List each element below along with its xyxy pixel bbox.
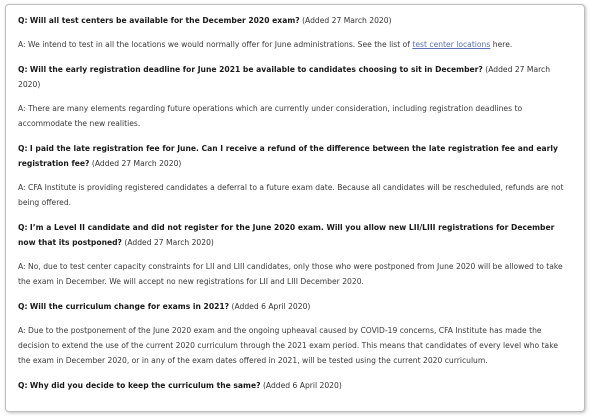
question-label: Q: xyxy=(18,144,28,153)
added-date: (Added 27 March 2020) xyxy=(18,65,551,89)
faq-answer xyxy=(18,37,570,52)
answer-label: A: xyxy=(18,326,26,335)
faq-answer xyxy=(18,180,570,210)
question-label: Q: xyxy=(18,381,28,390)
answer-text-end: here. xyxy=(492,40,513,49)
answer-text: Due to the postponement of the June 2020 exam and the ongoing upheaval caused by COVID-19 concerns, CFA Institute has made the decision to extend the use of the current 2020 curriculum through the 2021 exam period. This means that candidates of every level who take the exam in December 2020, or in any of the exam dates offered in 2021, will be tested using the current 2020 curriculum. xyxy=(18,326,559,365)
answer-text: There are many elements regarding future operations which are currently under consideration, including registration deadlines to accommodate the new realities. xyxy=(18,104,523,128)
added-date: (Added 27 March 2020) xyxy=(124,238,214,247)
question-label: Q: xyxy=(18,16,28,25)
added-date: (Added 27 March 2020) xyxy=(91,159,182,168)
faq-item xyxy=(18,378,570,393)
test-center-locations-link[interactable]: test center locations xyxy=(412,40,491,49)
answer-text: We intend to test in all the locations we would normally offer for June administrations. See the list of xyxy=(28,40,410,49)
answer-label: A: xyxy=(18,104,26,113)
answer-text: CFA Institute is providing registered candidates a deferral to a future exam date. Because all candidates will be rescheduled, refunds are not being offered. xyxy=(18,183,564,207)
question-label: Q: xyxy=(18,223,28,232)
faq-question xyxy=(18,13,570,28)
faq-item xyxy=(18,141,570,210)
faq-question xyxy=(18,220,570,250)
question-text: I paid the late registration fee for June. Can I receive a refund of the difference between the late registration fee and early registration fee? xyxy=(18,144,558,168)
answer-text: No, due to test center capacity constraints for LII and LIII candidates, only those who were postponed from June 2020 will be allowed to take the exam in December. We will accept no new registrations for LII and LIII December 2020. xyxy=(18,262,563,286)
faq-panel xyxy=(5,4,585,412)
question-label: Q: xyxy=(18,302,28,311)
added-date: (Added 27 March 2020) xyxy=(302,16,392,25)
faq-answer xyxy=(18,101,570,131)
question-label: Q: xyxy=(18,65,28,74)
question-text: Why did you decide to keep the curriculum the same? xyxy=(29,381,261,390)
answer-label: A: xyxy=(18,262,26,271)
added-date: (Added 6 April 2020) xyxy=(231,302,311,311)
question-text: Will the curriculum change for exams in 2021? xyxy=(29,302,230,311)
faq-item xyxy=(18,299,570,368)
faq-answer xyxy=(18,323,570,368)
faq-answer xyxy=(18,259,570,289)
question-text: Will all test centers be available for the December 2020 exam? xyxy=(29,16,300,25)
faq-item xyxy=(18,13,570,52)
faq-question xyxy=(18,62,570,92)
faq-item xyxy=(18,220,570,289)
answer-label: A: xyxy=(18,183,26,192)
faq-item xyxy=(18,62,570,131)
faq-list xyxy=(18,13,570,402)
question-text: I’m a Level II candidate and did not register for the June 2020 exam. Will you allow new LII/LIII registrations for December now that its postponed? xyxy=(18,223,555,247)
faq-question xyxy=(18,299,570,314)
faq-question xyxy=(18,141,570,171)
added-date: (Added 6 April 2020) xyxy=(262,381,342,390)
answer-label: A: xyxy=(18,40,26,49)
question-text: Will the early registration deadline for June 2021 be available to candidates choosing to sit in December? xyxy=(29,65,483,74)
faq-question xyxy=(18,378,570,393)
